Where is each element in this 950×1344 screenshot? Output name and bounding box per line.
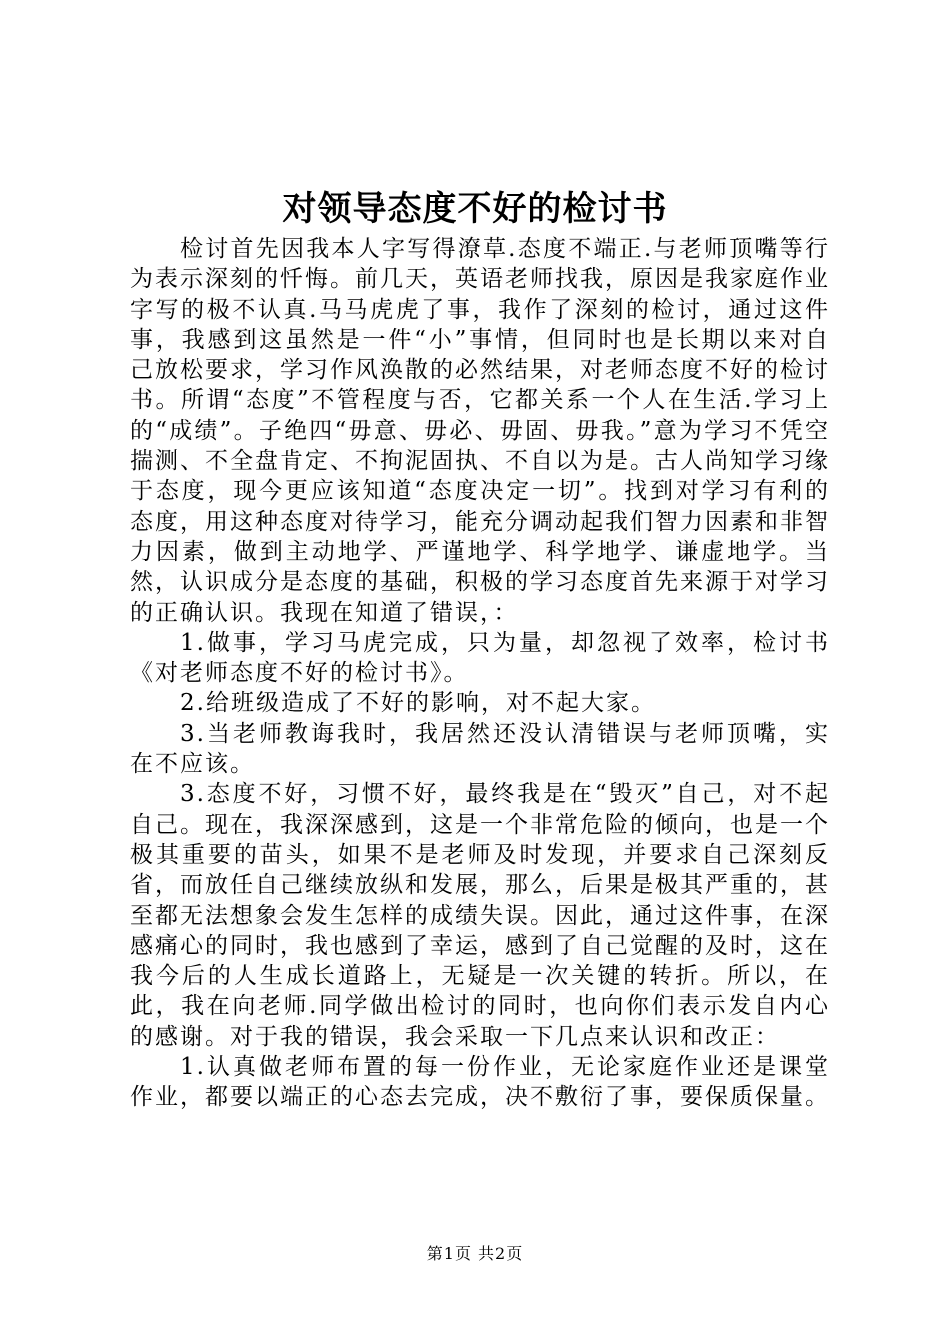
- page-number-footer: 第1页 共2页: [426, 1244, 524, 1263]
- document-title: 对领导态度不好的检讨书: [282, 189, 668, 229]
- paragraph-reflection: 3.态度不好，习惯不好，最终我是在“毁灭”自己，对不起自己。现在，我深深感到，这是一个非常危险的倾向，也是一个极其重要的苗头，如果不是老师及时发现，并要求自己深刻反省，而放任自己继续放纵和发展，那么，后果是极其严重的，甚至都无法想象会发生怎样的成绩失误。因此，通过这件事，在深感痛心的同时，我也感到了幸运，感到了自己觉醒的及时，这在我今后的人生成长道路上，无疑是一次关键的转折。所以，在此，我在向老师.同学做出检讨的同时，也向你们表示发自内心的感谢。对于我的错误，我会采取一下几点来认识和改正：: [130, 781, 830, 1050]
- paragraph-correction-1: 1.认真做老师布置的每一份作业，无论家庭作业还是课堂作业，都要以端正的心态去完成，决不敷衍了事，要保质保量。: [130, 1054, 830, 1111]
- paragraph-point-3: 3.当老师教诲我时，我居然还没认清错误与老师顶嘴，实在不应该。: [130, 720, 830, 778]
- paragraph-intro: 检讨首先因我本人字写得潦草.态度不端正.与老师顶嘴等行为表示深刻的忏悔。前几天，英语老师找我，原因是我家庭作业字写的极不认真.马马虎虎了事，我作了深刻的检讨，通过这件事，我感到这虽然是一件“小”事情，但同时也是长期以来对自己放松要求，学习作风涣散的必然结果，对老师态度不好的检讨书。所谓“态度”不管程度与否，它都关系一个人在生活.学习上的“成绩”。子绝四“毋意、毋必、毋固、毋我。”意为学习不凭空揣测、不全盘肯定、不拘泥固执、不自以为是。古人尚知学习缘于态度，现今更应该知道“态度决定一切”。找到对学习有利的态度，用这种态度对待学习，能充分调动起我们智力因素和非智力因素，做到主动地学、严谨地学、科学地学、谦虚地学。当然，认识成分是态度的基础，积极的学习态度首先来源于对学习的正确认识。我现在知道了错误，：: [130, 236, 830, 626]
- paragraph-point-1: 1.做事，学习马虎完成，只为量，却忽视了效率，检讨书《对老师态度不好的检讨书》。: [130, 629, 830, 687]
- document-body: [130, 234, 830, 1113]
- paragraph-point-2: 2.给班级造成了不好的影响，对不起大家。: [180, 690, 656, 717]
